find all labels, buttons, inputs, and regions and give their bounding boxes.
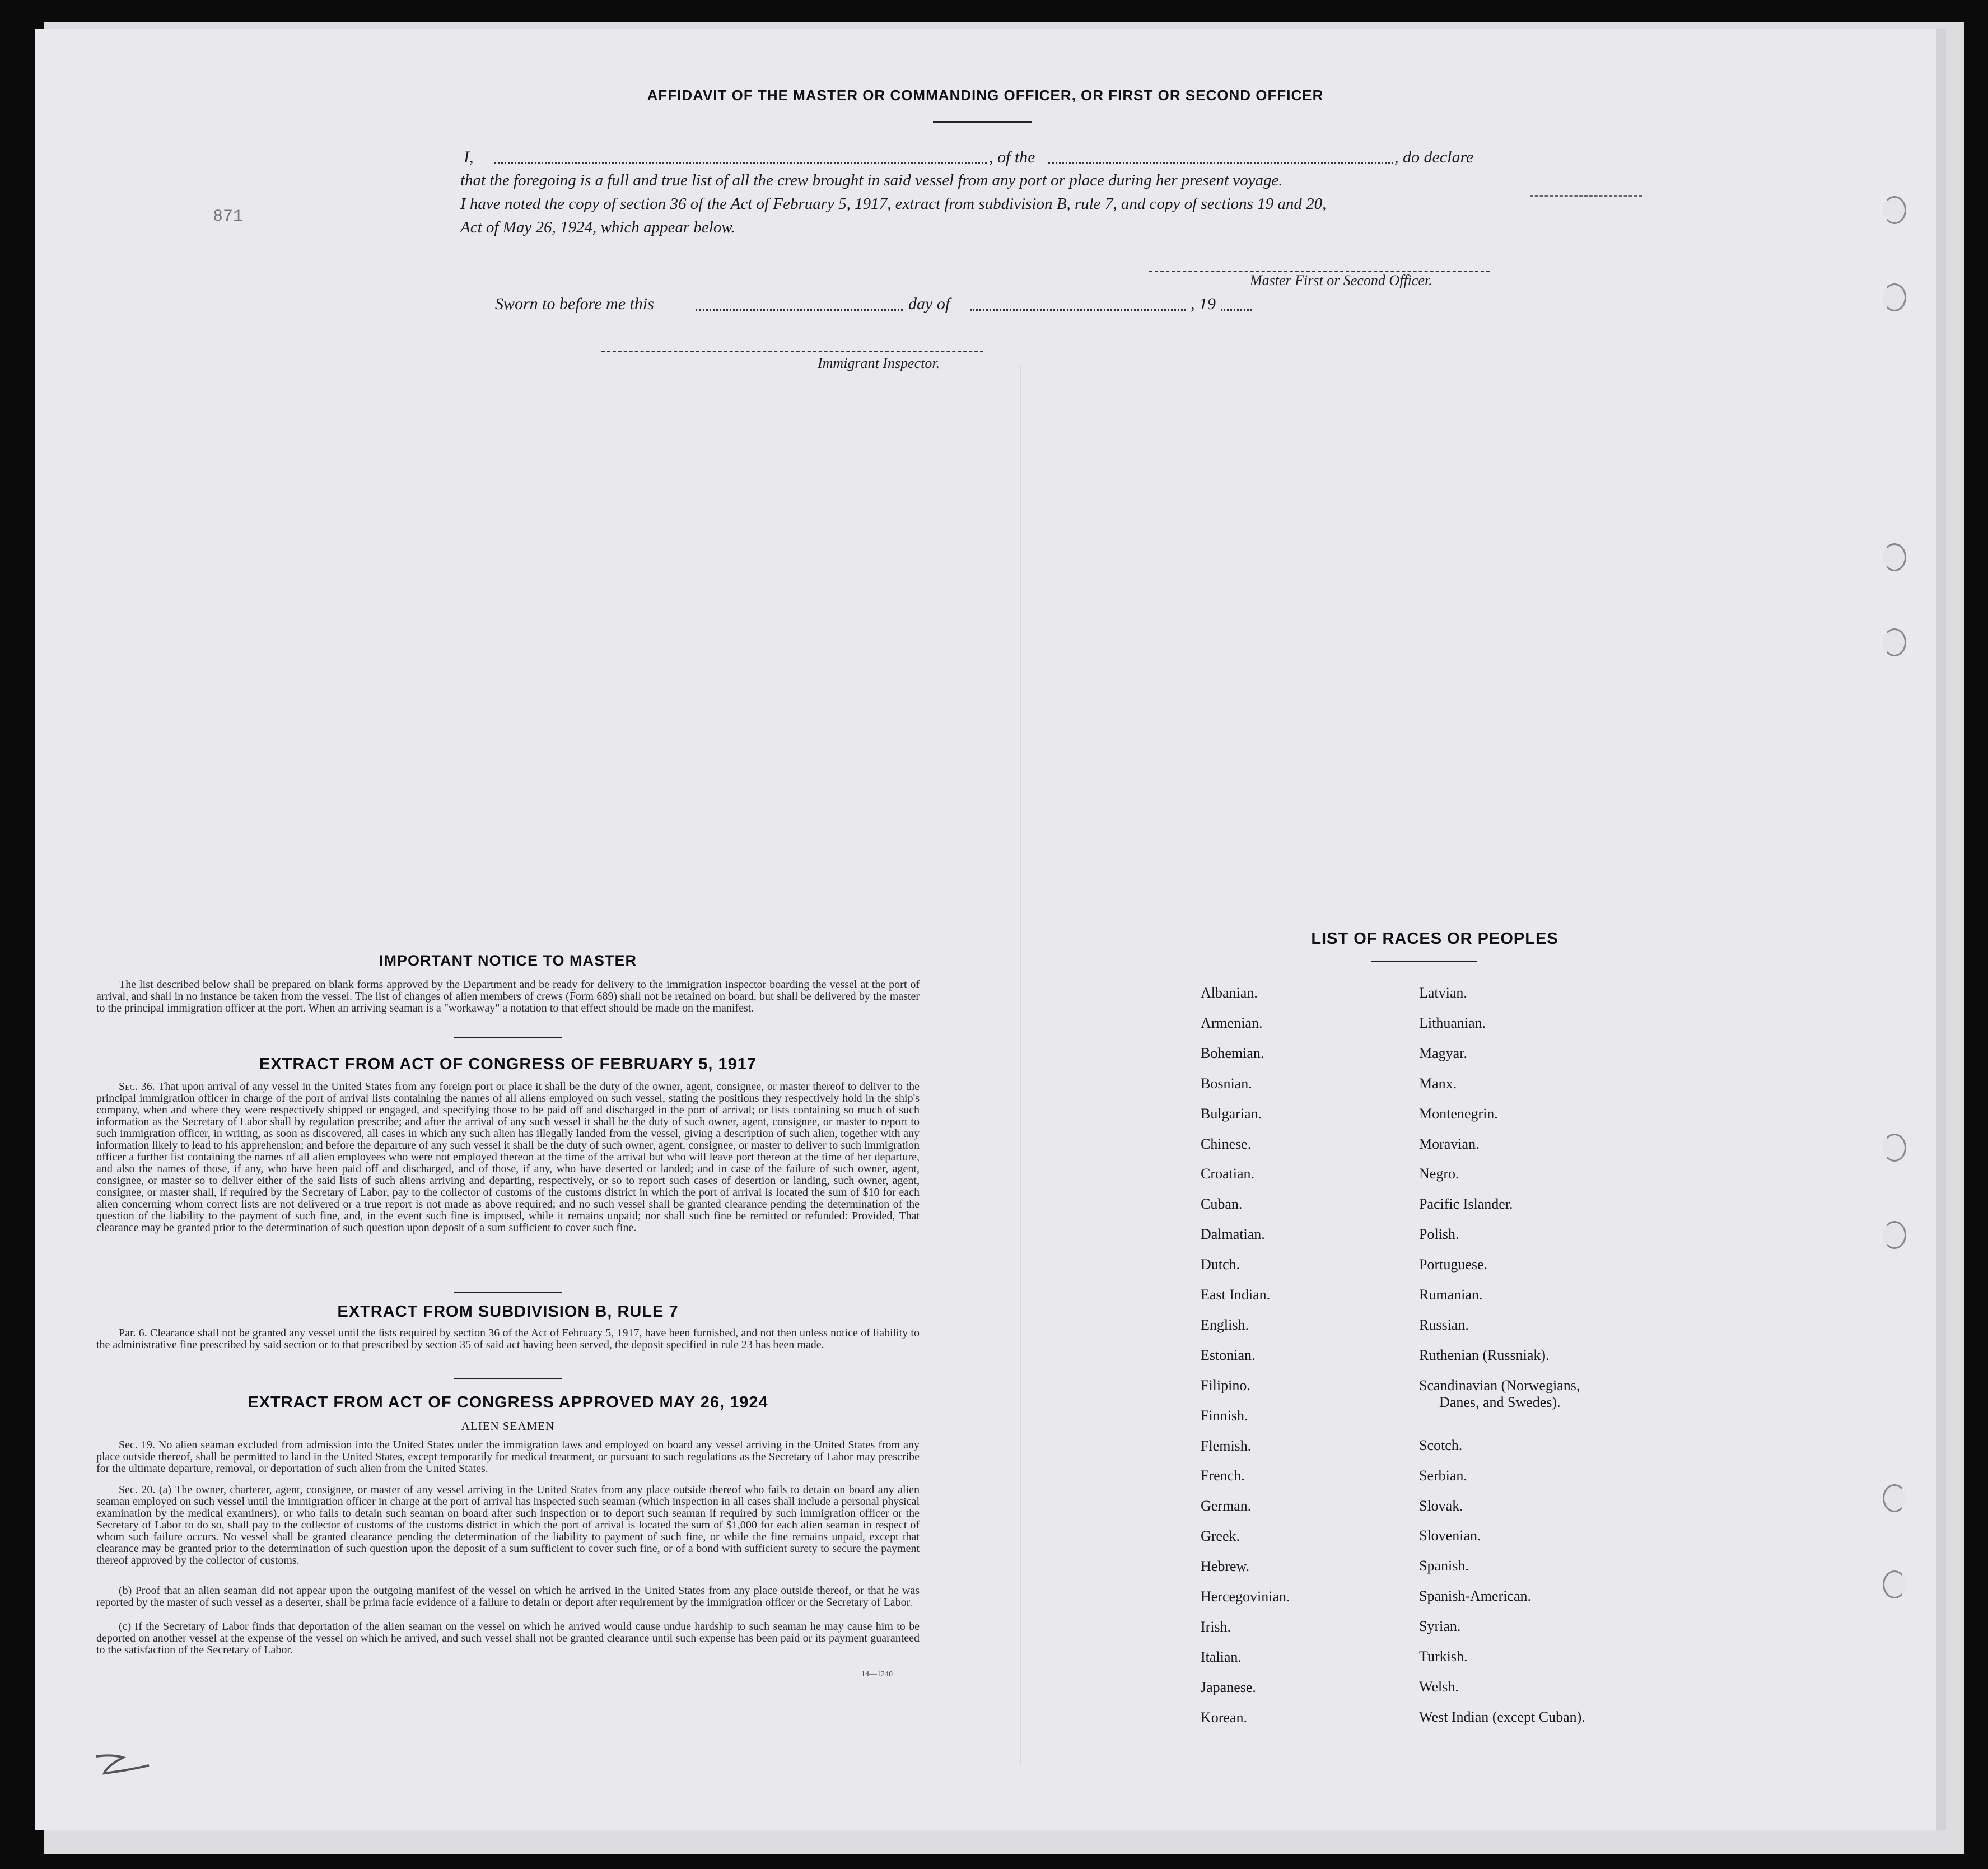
extract-1917-sec: Sec. 36.: [119, 1080, 155, 1093]
binder-hole: [1883, 196, 1906, 224]
form-number: 14—1240: [861, 1670, 893, 1679]
extract-1917-text: That upon arrival of any vessel in the United States from any foreign port or place it shall be the duty of the owner, agent, consignee, or master thereof to deliver to the principal immigration officer in charge of the port of arrival lists containing the names of all aliens employed on such vessel, stating the positions they respectively hold in the ship's company, when and where they were respectively shipped or engaged, and specifying those to be paid off and discharged in the port of arrival; or lists containing so much of such information as the Secretary of Labor shall by regulation prescribe; and after the arrival of any such vessel it shall be the duty of such owner, agent, consignee, or master to report to such immigration officer, in writing, as soon as discovered, all cases in which any such alien has illegally landed from the vessel, giving a description of such alien, together with any information likely to lead to his apprehension; and before the departure of any such vessel it shall be the duty of such owner, agent, consignee, or master to deliver to such immigration officer a further list containing the names of all alien employees who were not employed thereon at the time of the arrival but who will leave port thereon at the time of her departure, and also the names of those, if any, who have been paid off and discharged, and of those, if any, who have deserted or landed; and in case of the failure of such owner, agent, consignee, or master so to deliver either of the said lists of such aliens arriving and departing, respectively, or so to report such cases of desertion or landing, such owner, agent, consignee, or master shall, if required by the Secretary of Labor, pay to the collector of customs of the customs district in which the port of arrival is located the sum of $10 for each alien concerning whom correct lists are not delivered or a true report is not made as above required; and no such vessel shall be granted clearance pending the determination of the question of the liability to the payment of such fine, and, in the event such fine is imposed, while it remains unpaid; nor shall such fine be remitted or refunded: Provided, That clearance may be granted prior to the determination of such question upon deposit of a sum sufficient to cover such fine.: [96, 1080, 920, 1234]
race-item: Montenegrin.: [1419, 1105, 1498, 1122]
master-signature-line: [1149, 271, 1490, 272]
stamp-number: 871: [213, 207, 244, 226]
race-item: Negro.: [1419, 1166, 1459, 1182]
race-item: Greek.: [1201, 1528, 1240, 1545]
race-item: Bohemian.: [1201, 1045, 1264, 1061]
race-item: Welsh.: [1419, 1678, 1459, 1695]
race-item: West Indian (except Cuban).: [1419, 1708, 1585, 1725]
binder-hole: [1883, 283, 1906, 311]
sec20a-body: Sec. 20. (a) The owner, charterer, agent, consignee, or master of any vessel arriving in the United States from any place outside thereof who fails to detain on board any alien seaman employed on such vessel until the immigration officer in charge at the port of arrival has inspected such seaman (which inspection in all cases shall include a personal physical examination by the medical examiners), or who fails to detain such seaman on board after such inspection or to deport such seaman if required by such immigration officer or the Secretary of Labor to do so, shall pay to the collector of customs of the customs district in which the port of arrival is located the sum of $1,000 for each alien seaman in respect of whom such failure occurs. No vessel shall be granted clearance pending the determination of the liability to payment of such fine, or while the fine remains unpaid, except that clearance may be granted prior to the determination of such question upon the deposit of a sum sufficient to cover such fine, or of a bond with sufficient surety to secure the payment thereof approved by the collector of customs.: [96, 1484, 920, 1567]
race-item: Scandinavian (Norwegians,: [1419, 1377, 1580, 1393]
affidavit-of-the: , of the: [989, 148, 1035, 166]
race-item: Spanish-American.: [1419, 1588, 1532, 1605]
year-label: , 19: [1191, 295, 1216, 313]
faint-mark: [1530, 195, 1642, 197]
race-item: Ruthenian (Russniak).: [1419, 1346, 1550, 1363]
race-item: Turkish.: [1419, 1648, 1468, 1665]
race-item: English.: [1201, 1316, 1249, 1333]
race-item: Latvian.: [1419, 985, 1467, 1001]
rule7-body: Par. 6. Clearance shall not be granted any vessel until the lists required by section 36 of the Act of February 5, 1917, have been furnished, and not then unless notice of liability to the administrative fine prescribed by said section or to that prescribed by section 35 of said act having been served, the deposit specified in rule 23 has been made.: [96, 1327, 920, 1351]
race-item: Russian.: [1419, 1316, 1469, 1333]
race-item: Portuguese.: [1419, 1256, 1488, 1273]
race-item: Filipino.: [1201, 1377, 1250, 1393]
race-item: French.: [1201, 1467, 1245, 1484]
pencil-mark: [91, 1749, 158, 1782]
page-edge: [1936, 29, 1946, 1830]
race-item: Flemish.: [1201, 1437, 1252, 1454]
affidavit-i: I,: [464, 148, 474, 166]
alien-seamen-subtitle: ALIEN SEAMEN: [461, 1419, 555, 1433]
extract-1917-title: EXTRACT FROM ACT OF CONGRESS OF FEBRUARY 5, 1917: [259, 1055, 757, 1073]
binder-hole: [1883, 628, 1906, 656]
race-item: German.: [1201, 1498, 1252, 1514]
rule7-rule: [454, 1378, 562, 1379]
affidavit-line3: I have noted the copy of section 36 of the Act of February 5, 1917, extract from subdivision B, rule 7, and copy of sections 19 and 20,: [460, 195, 1327, 213]
binder-hole: [1883, 1484, 1906, 1512]
inspector-caption: Immigrant Inspector.: [818, 355, 940, 371]
master-signature-caption: Master First or Second Officer.: [1250, 272, 1432, 288]
sec20c-body: (c) If the Secretary of Labor finds that deportation of the alien seaman on the vessel on which he arrived would cause undue hardship to such seaman he may cause him to be deported on another vessel at the expense of the vessel on which he arrived, and such vessel shall not be granted clearance until such expense has been paid or its payment guaranteed to the satisfaction of the Secretary of Labor.: [96, 1620, 920, 1656]
affidavit-title: AFFIDAVIT OF THE MASTER OR COMMANDING OFFICER, OR FIRST OR SECOND OFFICER: [647, 87, 1324, 104]
race-item: Slovenian.: [1419, 1527, 1481, 1544]
race-item: East Indian.: [1201, 1287, 1271, 1303]
race-item: Manx.: [1419, 1075, 1457, 1092]
race-item-continued: Danes, and Swedes).: [1439, 1393, 1561, 1410]
race-item: Rumanian.: [1419, 1287, 1483, 1303]
binder-hole: [1883, 543, 1906, 571]
inspector-signature-line: [601, 351, 983, 352]
fold-line: [1020, 365, 1021, 1765]
race-item: Finnish.: [1201, 1407, 1248, 1424]
race-item: Hercegovinian.: [1201, 1588, 1290, 1605]
races-rule: [1371, 961, 1477, 962]
binder-hole: [1883, 1221, 1906, 1249]
race-item: Estonian.: [1201, 1346, 1256, 1363]
binder-hole: [1883, 1570, 1906, 1598]
affidavit-declare: , do declare: [1394, 148, 1474, 166]
race-item: Syrian.: [1419, 1618, 1461, 1635]
race-item: Dutch.: [1201, 1256, 1240, 1273]
race-item: Cuban.: [1201, 1196, 1243, 1213]
race-item: Lithuanian.: [1419, 1014, 1486, 1031]
race-item: Pacific Islander.: [1419, 1196, 1513, 1213]
race-item: Serbian.: [1419, 1467, 1467, 1484]
race-item: Croatian.: [1201, 1166, 1255, 1182]
year-blank: [1221, 309, 1252, 311]
rule7-title: EXTRACT FROM SUBDIVISION B, RULE 7: [337, 1303, 679, 1321]
races-title: LIST OF RACES OR PEOPLES: [1311, 930, 1558, 948]
race-item: Magyar.: [1419, 1045, 1467, 1061]
vessel-blank: [1048, 162, 1393, 164]
affidavit-line4: Act of May 26, 1924, which appear below.: [460, 218, 735, 236]
race-item: Dalmatian.: [1201, 1226, 1265, 1243]
notice-body: The list described below shall be prepared on blank forms approved by the Department and be ready for delivery to the immigration inspector boarding the vessel at the port of arrival, and shall in no instance be taken from the vessel. The list of changes of alien members of crews (Form 689) shall not be retained on board, but shall be delivered by the master to the principal immigration officer at the port. When an arriving seaman is a "workaway" a notation to that effect should be made on the manifest.: [96, 978, 920, 1014]
sworn-label: Sworn to before me this: [495, 295, 654, 313]
notice-title: IMPORTANT NOTICE TO MASTER: [379, 952, 637, 969]
race-item: Korean.: [1201, 1709, 1248, 1726]
extract-1917-rule: [454, 1292, 562, 1293]
race-item: Slovak.: [1419, 1497, 1463, 1514]
race-item: Albanian.: [1201, 985, 1258, 1001]
sec19-body: Sec. 19. No alien seaman excluded from admission into the United States under the immigration laws and employed on board any vessel arriving in the United States from any place outside thereof, shall be permitted to land in the United States, except temporarily for medical treatment, or pursuant to such regulations as the Secretary of Labor may prescribe for the ultimate departure, removal, or deportation of such alien from the United States.: [96, 1439, 920, 1475]
binder-hole: [1883, 1134, 1906, 1162]
name-blank: [494, 162, 987, 164]
race-item: Scotch.: [1419, 1437, 1463, 1453]
affidavit-line2: that the foregoing is a full and true list of all the crew brought in said vessel from any port or place during her present voyage.: [460, 171, 1283, 189]
race-item: Spanish.: [1419, 1558, 1469, 1574]
race-item: Chinese.: [1201, 1135, 1252, 1152]
race-item: Irish.: [1201, 1618, 1231, 1635]
sworn-day-blank: [696, 309, 903, 311]
document-page: [35, 29, 1936, 1830]
sec20b-body: (b) Proof that an alien seaman did not appear upon the outgoing manifest of the vessel on which he arrived in the United States from any place outside thereof, or that he was reported by the master of such vessel as a deserter, shall be prima facie evidence of a failure to detain or deport after requirement by the immigration officer or the Secretary of Labor.: [96, 1584, 920, 1609]
race-item: Italian.: [1201, 1648, 1242, 1665]
race-item: Polish.: [1419, 1226, 1459, 1243]
race-item: Moravian.: [1419, 1135, 1480, 1152]
day-of-label: day of: [908, 295, 950, 313]
extract-1924-title: EXTRACT FROM ACT OF CONGRESS APPROVED MAY 26, 1924: [248, 1393, 768, 1411]
race-item: Armenian.: [1201, 1014, 1263, 1031]
notice-rule: [454, 1037, 562, 1038]
race-item: Bosnian.: [1201, 1075, 1252, 1092]
title-rule: [933, 121, 1032, 123]
race-item: Hebrew.: [1201, 1558, 1250, 1575]
race-item: Bulgarian.: [1201, 1105, 1262, 1122]
month-blank: [970, 309, 1186, 311]
race-item: Japanese.: [1201, 1679, 1256, 1695]
extract-1917-body: [96, 1081, 920, 1234]
